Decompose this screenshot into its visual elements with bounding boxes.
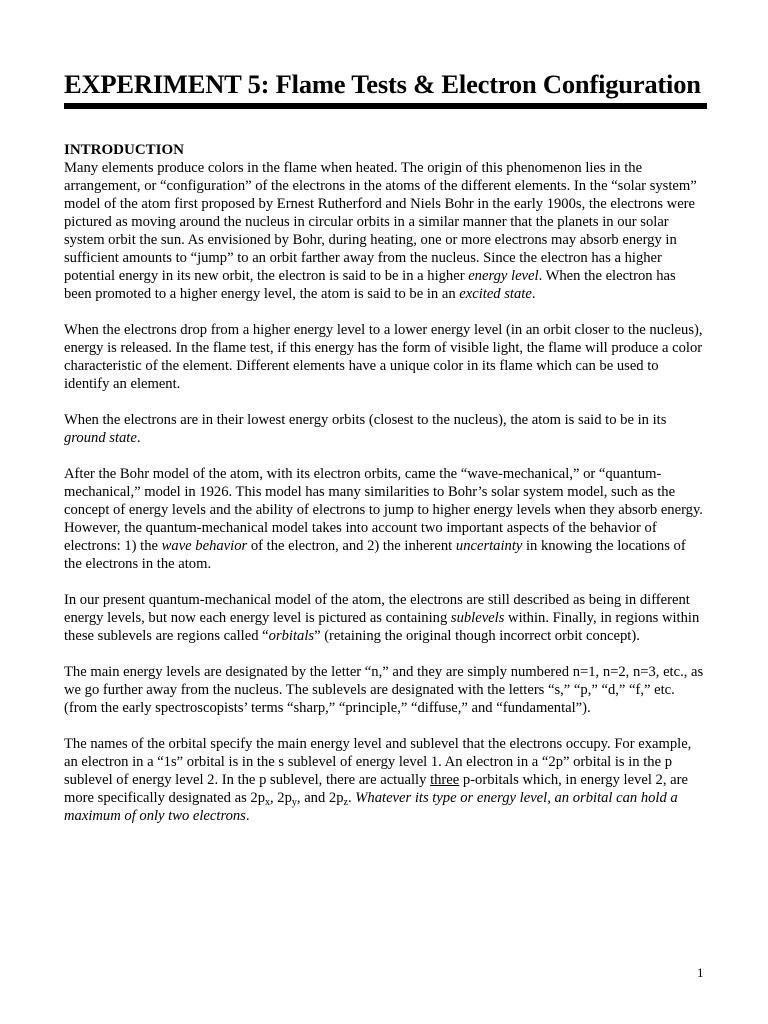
paragraph-1-text-a: Many elements produce colors in the flame when heated. The origin of this phenomenon lies in the arrangement, or “configuration” of the electrons in the atoms of the different elements. In the “solar system” model of the atom first proposed by Ernest Rutherford and Niels Bohr in the early 1900s, the electrons were pictured as moving around the nucleus in circular orbits in a similar manner that the planets in our solar system orbit the sun. As envisioned by Bohr, during heating, one or more electrons may absorb energy in sufficient amounts to “jump” to an orbit farther away from the nucleus. Since the electron has a higher potential energy in its new orbit, the electron is said to be in a higher <box>64 160 697 284</box>
paragraph-5-text-b: within. Finally, in regions within these sublevels are regions called “ <box>64 610 700 644</box>
paragraph-7-text-a: The names of the orbital specify the main energy level and sublevel that the electrons occupy. For example, an electron in a “1s” orbital is in the s sublevel of energy level 1. An electron in a “2p” orbital is in the p sublevel of energy level 2. In the p sublevel, there are actually <box>64 736 692 788</box>
term-sublevels: sublevels <box>450 610 505 626</box>
paragraph-1-text-b: . When the electron has been promoted to a higher energy level, the atom is said to be in an <box>64 268 676 302</box>
paragraph-7 <box>64 735 706 825</box>
paragraph-7-text-d: , and 2p <box>296 790 344 806</box>
paragraph-7-text-e: . <box>347 790 356 806</box>
term-ground-state: ground state <box>64 430 137 446</box>
subscript-y: y <box>291 797 297 808</box>
orbital-capacity-statement: Whatever its type or energy level, an orbital can hold a maximum of only two electrons <box>64 790 678 824</box>
paragraph-1-text-c: . <box>531 286 536 302</box>
paragraph-3-text-a: When the electrons are in their lowest energy orbits (closest to the nucleus), the atom is said to be in its <box>64 412 667 428</box>
page-number: 1 <box>697 965 704 980</box>
paragraph-3 <box>64 411 706 447</box>
paragraph-2: When the electrons drop from a higher energy level to a lower energy level (in an orbit closer to the nucleus), energy is released. In the flame test, if this energy has the form of visible light, the flame will produce a color characteristic of the element. Different elements have a unique color in its flame which can be used to identify an element. <box>64 322 703 392</box>
term-uncertainty: uncertainty <box>455 538 523 554</box>
document-title: EXPERIMENT 5: Flame Tests & Electron Configuration <box>64 69 701 99</box>
subscript-x: x <box>265 797 270 808</box>
document-page <box>64 68 706 843</box>
term-orbitals: orbitals <box>268 628 315 644</box>
section-heading: INTRODUCTION <box>64 142 185 158</box>
subscript-z: z <box>343 797 348 808</box>
paragraph-5-text-c: ” (retaining the original though incorrect orbit concept). <box>314 628 640 644</box>
paragraph-4-text-b: of the electron, and 2) the inherent <box>247 538 456 554</box>
paragraph-5 <box>64 591 706 645</box>
paragraph-4-text-a: After the Bohr model of the atom, with its electron orbits, came the “wave-mechanical,” or “quantum-mechanical,” model in 1926. This model has many similarities to Bohr’s solar system model, such as the concept of energy levels and the ability of electrons to jump to higher energy levels when they absorb energy. However, the quantum-mechanical model takes into account two important aspects of the behavior of electrons: 1) the <box>64 466 703 554</box>
paragraph-7-text-f: . <box>245 808 250 824</box>
paragraph-5-text-a: In our present quantum-mechanical model of the atom, the electrons are still described as being in different energy levels, but now each energy level is pictured as containing <box>64 592 690 626</box>
paragraph-4 <box>64 465 706 573</box>
term-excited-state: excited state <box>459 286 532 302</box>
paragraph-1 <box>64 159 706 303</box>
paragraph-7-text-b: p-orbitals which, in energy level 2, are more specifically designated as 2p <box>64 772 688 806</box>
term-wave-behavior: wave behavior <box>161 538 248 554</box>
term-energy-level: energy level <box>468 268 539 284</box>
title-rule <box>64 103 707 109</box>
paragraph-3-text-b: . <box>136 430 141 446</box>
paragraph-6: The main energy levels are designated by the letter “n,” and they are simply numbered n=1, n=2, n=3, etc., as we go further away from the nucleus. The sublevels are designated with the letters “s,” “p,” “d,” “f,” etc. (from the early spectroscopists’ terms “sharp,” “principle,” “diffuse,” and “fundamental”). <box>64 664 704 716</box>
paragraph-7-text-c: , 2p <box>270 790 292 806</box>
paragraph-4-text-c: in knowing the locations of the electrons in the atom. <box>64 538 686 572</box>
term-three: three <box>430 772 460 788</box>
